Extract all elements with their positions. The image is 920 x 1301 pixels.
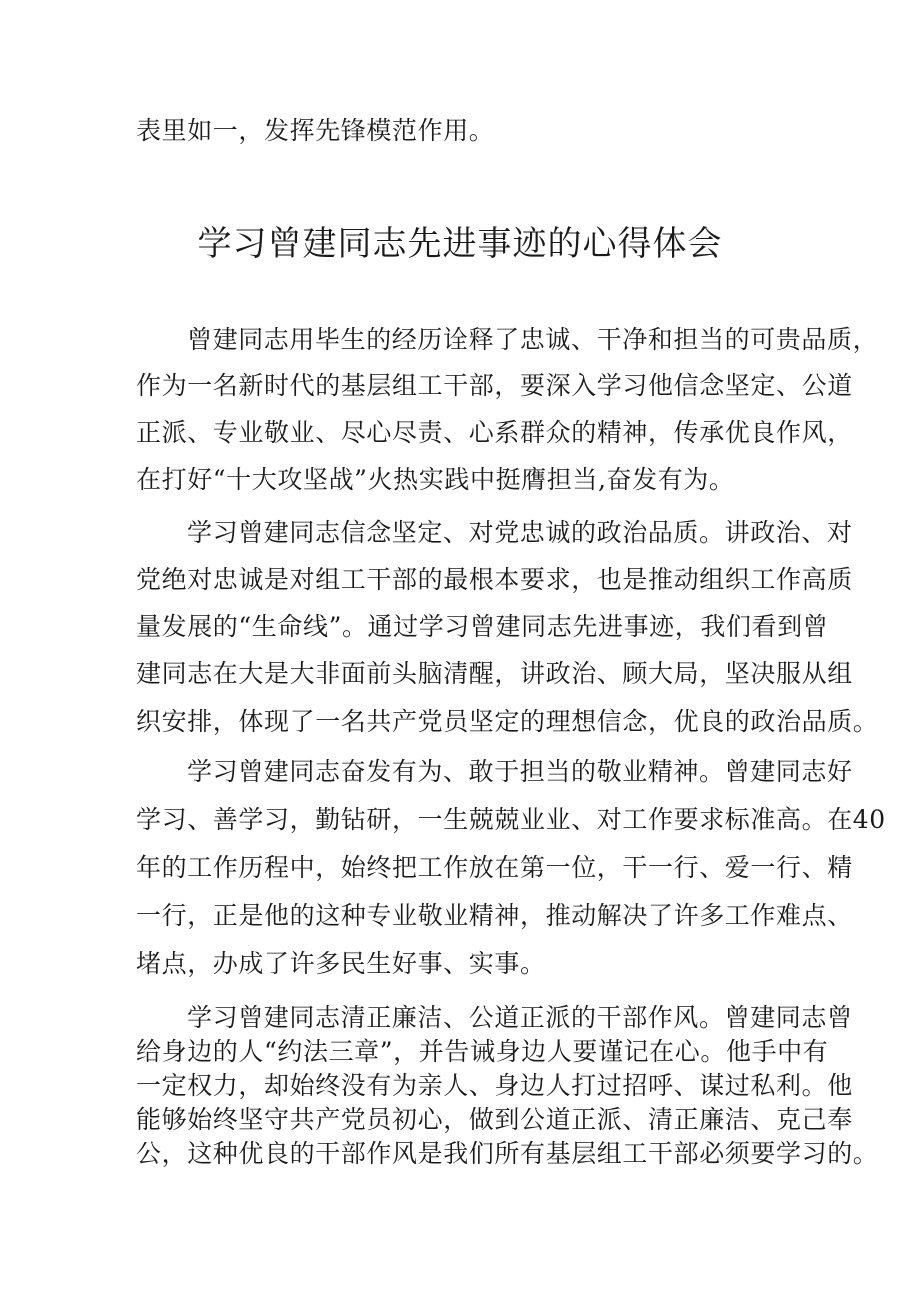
paragraph-line: 曾建同志用毕生的经历诠释了忠诚、干净和担当的可贵品质，	[187, 325, 879, 354]
paragraph-line: 公，这种优良的干部作风是我们所有基层组工干部必须要学习的。	[136, 1139, 879, 1168]
paragraph-line: 学习曾建同志奋发有为、敢于担当的敬业精神。曾建同志好	[187, 757, 853, 786]
page-title: 学习曾建同志先进事迹的心得体会	[197, 224, 723, 264]
paragraph-line: 织安排，体现了一名共产党员坚定的理想信念，优良的政治品质。	[136, 707, 879, 736]
paragraph-line: 在打好“十大攻坚战”火热实践中挺膺担当,奋发有为。	[136, 465, 735, 494]
paragraph-line: 党绝对忠诚是对组工干部的最根本要求，也是推动组织工作高质	[136, 565, 853, 594]
paragraph-line: 学习曾建同志清正廉洁、公道正派的干部作风。曾建同志曾	[187, 1003, 853, 1032]
paragraph-line: 能够始终坚守共产党员初心，做到公道正派、清正廉洁、克己奉	[136, 1105, 853, 1134]
paragraph-line: 堵点，办成了许多民生好事、实事。	[136, 949, 546, 978]
paragraph-line: 一行，正是他的这种专业敬业精神，推动解决了许多工作难点、	[136, 901, 853, 930]
paragraph-line: 年的工作历程中，始终把工作放在第一位，干一行、爱一行、精	[136, 853, 853, 882]
paragraph-line: 给身边的人“约法三章”，并告诫身边人要谨记在心。他手中有	[136, 1037, 829, 1066]
paragraph-line: 量发展的“生命线”。通过学习曾建同志先进事迹，我们看到曾	[136, 612, 829, 641]
paragraph-line: 一定权力，却始终没有为亲人、身边人打过招呼、谋过私利。他	[136, 1071, 853, 1100]
paragraph-line: 作为一名新时代的基层组工干部，要深入学习他信念坚定、公道	[136, 371, 853, 400]
carryover-text: 表里如一，发挥先锋模范作用。	[136, 116, 495, 145]
paragraph-line: 学习、善学习，勤钻研，一生兢兢业业、对工作要求标准高。在40	[136, 805, 886, 834]
paragraph-line: 建同志在大是大非面前头脑清醒，讲政治、顾大局，坚决服从组	[136, 659, 853, 688]
paragraph-line: 正派、专业敬业、尽心尽责、心系群众的精神，传承优良作风，	[136, 418, 853, 447]
paragraph-line: 学习曾建同志信念坚定、对党忠诚的政治品质。讲政治、对	[187, 518, 853, 547]
